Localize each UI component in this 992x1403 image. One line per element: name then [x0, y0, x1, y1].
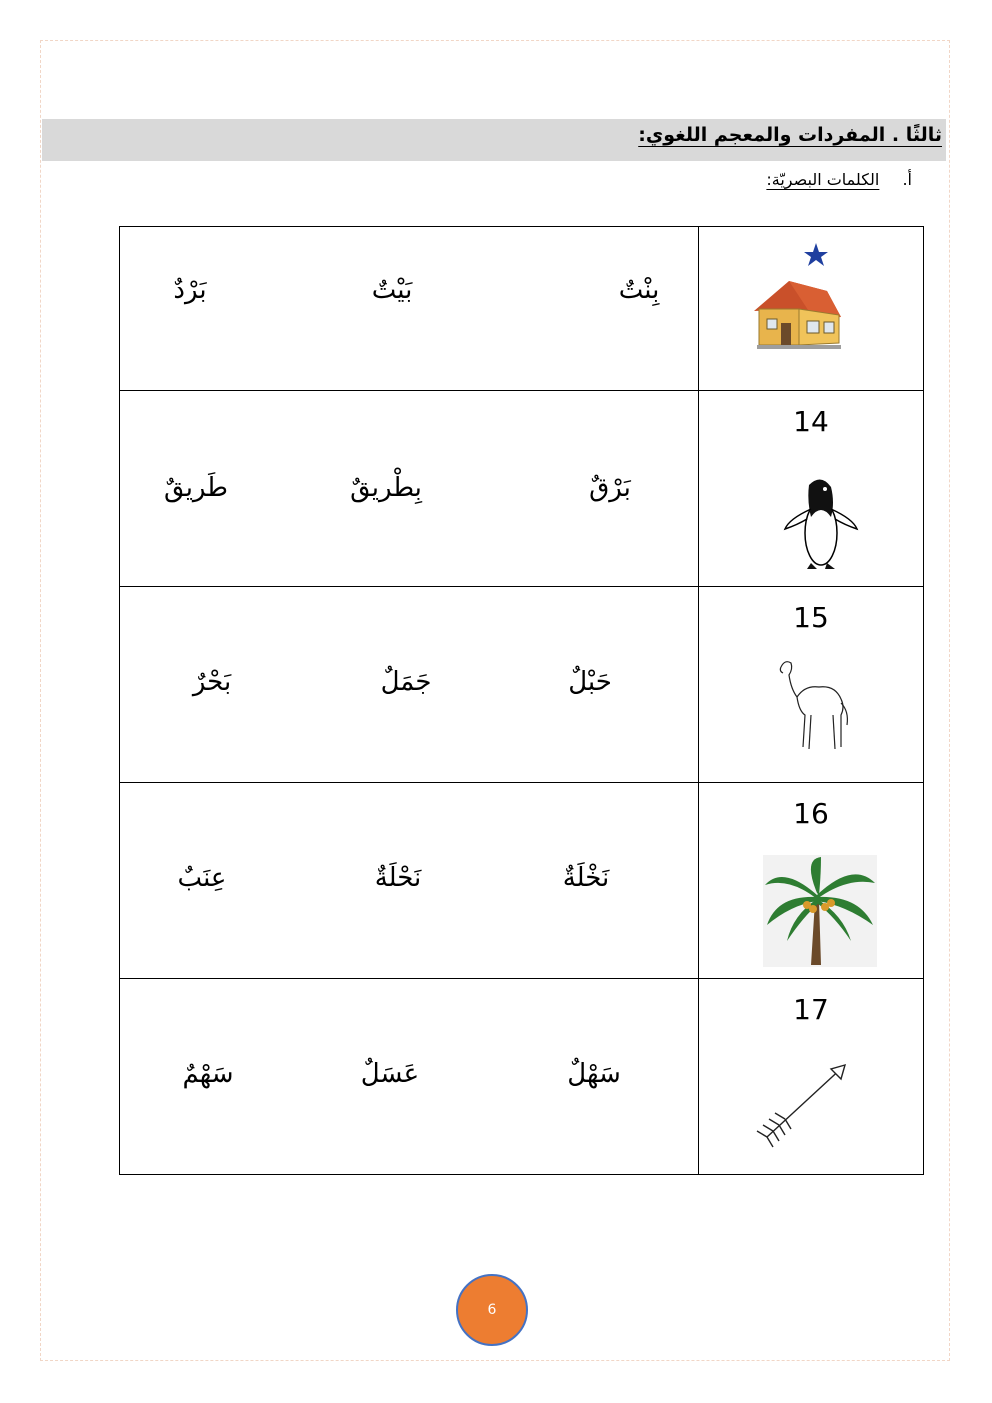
- word-option[interactable]: بِنْتٌ: [618, 275, 660, 305]
- word-option[interactable]: بَرْقٌ: [589, 473, 631, 503]
- words-cell: [120, 391, 699, 587]
- palm-tree-icon: [763, 855, 877, 967]
- word-option[interactable]: بَيْتٌ: [371, 275, 413, 305]
- word-option[interactable]: عِنَبٌ: [177, 863, 227, 893]
- house-with-star-icon: [749, 239, 849, 359]
- words-cell: [120, 783, 699, 979]
- word-option[interactable]: سَهْمٌ: [182, 1059, 234, 1089]
- word-option[interactable]: طَريقٌ: [164, 473, 228, 503]
- word-option[interactable]: نَخْلَةٌ: [562, 863, 610, 893]
- word-option[interactable]: نَحْلَةٌ: [374, 863, 422, 893]
- picture-cell: [699, 227, 924, 391]
- word-option[interactable]: حَبْلٌ: [568, 667, 612, 697]
- word-option[interactable]: جَمَلٌ: [380, 667, 432, 697]
- page-number-badge: 6: [456, 1274, 528, 1346]
- words-cell: [120, 227, 699, 391]
- word-option[interactable]: بَرْدٌ: [173, 275, 207, 305]
- picture-cell: [699, 979, 924, 1175]
- word-option[interactable]: سَهْلٌ: [567, 1059, 621, 1089]
- row-number: 17: [793, 993, 829, 1026]
- row-number: 16: [793, 797, 829, 830]
- subsection-heading: [766, 170, 912, 189]
- arrow-icon: [755, 1059, 851, 1149]
- table-row: [120, 391, 924, 587]
- word-option[interactable]: عَسَلٌ: [360, 1059, 420, 1089]
- subsection-marker: أ.: [902, 170, 912, 189]
- picture-cell: [699, 391, 924, 587]
- picture-cell: [699, 783, 924, 979]
- word-option[interactable]: بِطْريقٌ: [350, 473, 422, 503]
- row-number: 14: [793, 405, 829, 438]
- word-option[interactable]: بَحْرٌ: [192, 667, 232, 697]
- row-number: 15: [793, 601, 829, 634]
- table-row: [120, 587, 924, 783]
- camel-icon: [775, 655, 855, 755]
- penguin-icon: [781, 473, 861, 573]
- words-cell: [120, 587, 699, 783]
- section-title: ثالثًا . المفردات والمعجم اللغوي:: [638, 124, 942, 146]
- picture-cell: [699, 587, 924, 783]
- vocabulary-table: [119, 226, 924, 1175]
- table-row: [120, 227, 924, 391]
- subsection-label: الكلمات البصريّة:: [766, 170, 880, 189]
- words-cell: [120, 979, 699, 1175]
- table-row: [120, 783, 924, 979]
- table-row: [120, 979, 924, 1175]
